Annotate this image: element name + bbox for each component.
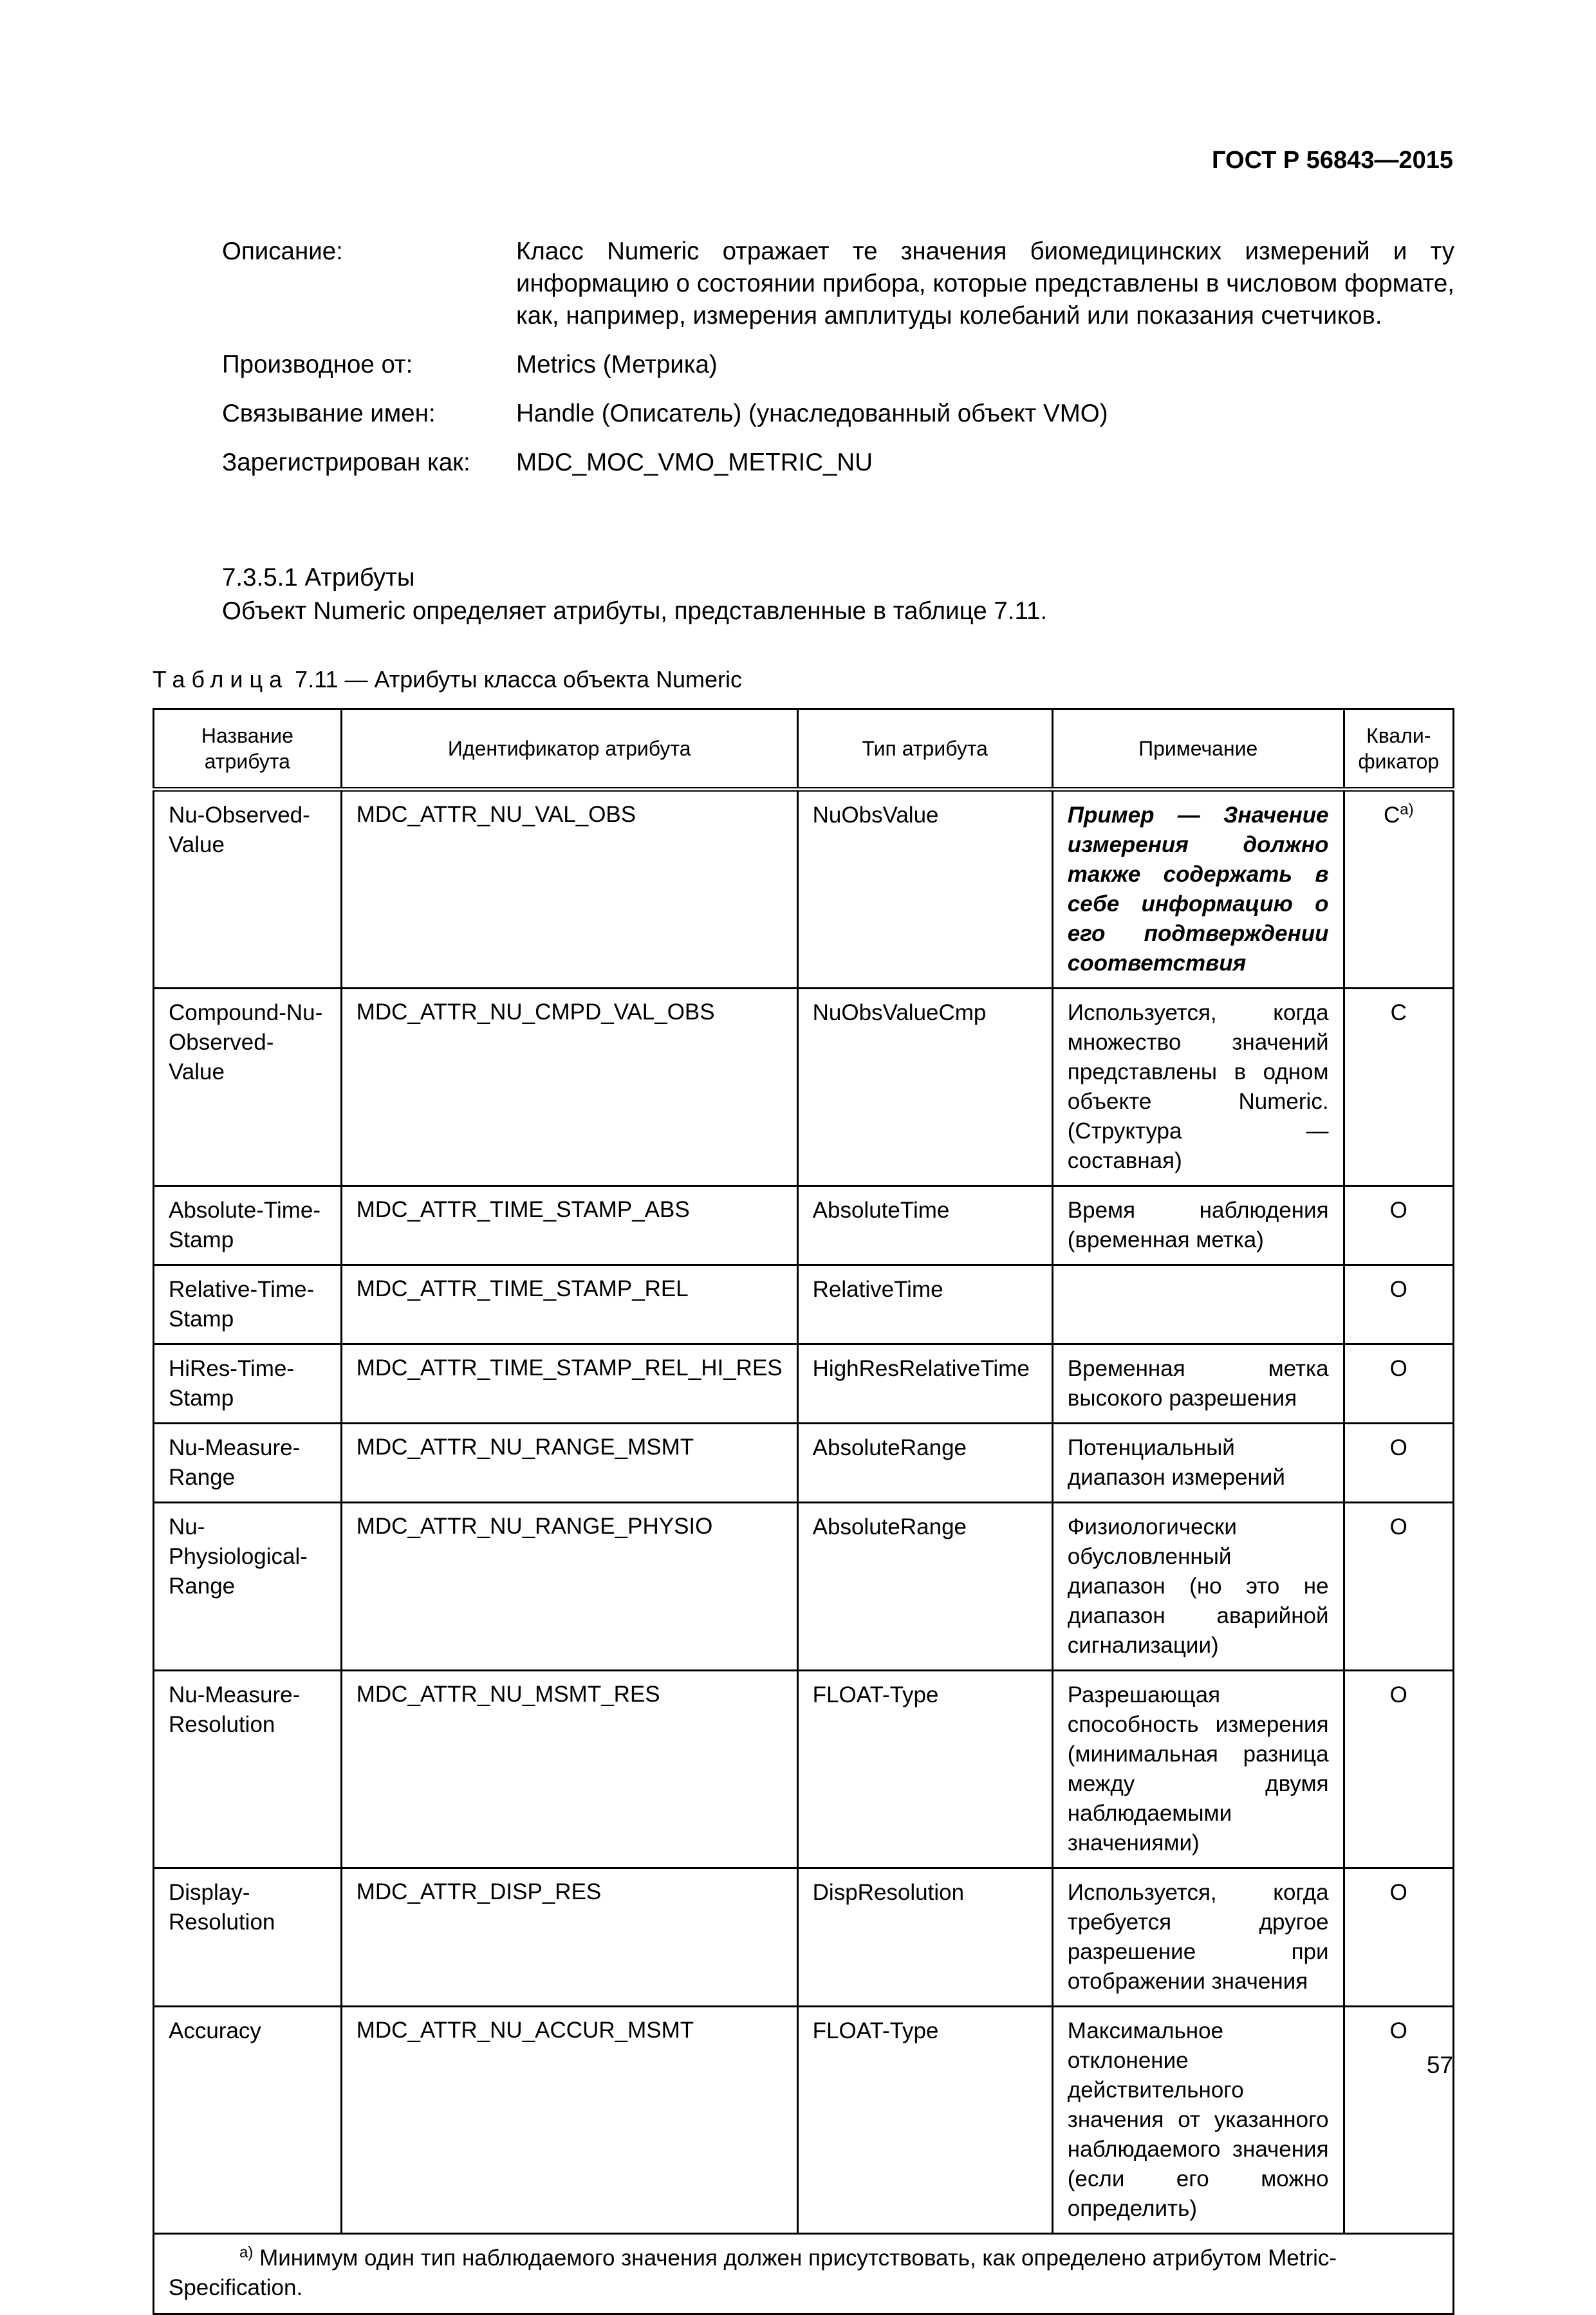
cell-name: Nu-Measure-Range [154,1424,342,1503]
cell-qualifier: C [1344,989,1453,1186]
meta-row-derived-from [222,349,1454,381]
table-row [154,1868,1454,2007]
header-qualifier: Квали-фикатор [1344,709,1453,790]
cell-id: MDC_ATTR_NU_MSMT_RES [341,1671,797,1868]
meta-value: Handle (Описатель) (унаследованный объект VMO) [516,400,1108,427]
section-text: Объект Numeric определяет атрибуты, представленные в таблице 7.11. [222,597,1048,625]
table-row [154,1503,1454,1671]
meta-row-description [222,236,1454,332]
meta-row-registered-as [222,447,1454,479]
cell-qualifier: O [1344,1671,1453,1868]
cell-note: Используется, когда требуется другое разрешение при отображении значения [1052,1868,1344,2007]
cell-id: MDC_ATTR_NU_VAL_OBS [341,790,797,989]
cell-note [1052,790,1344,989]
cell-name: Compound-Nu-Observed-Value [154,989,342,1186]
cell-id: MDC_ATTR_NU_CMPD_VAL_OBS [341,989,797,1186]
footnote-marker: a) [239,2244,254,2262]
meta-label: Зарегистрирован как: [222,449,470,476]
cell-type: AbsoluteRange [797,1503,1052,1671]
table-row [154,989,1454,1186]
cell-id: MDC_ATTR_NU_RANGE_MSMT [341,1424,797,1503]
cell-qualifier: O [1344,1186,1453,1265]
cell-type: FLOAT-Type [797,1671,1052,1868]
cell-name: Nu-Observed-Value [154,790,342,989]
cell-qualifier: O [1344,1424,1453,1503]
cell-type: HighResRelativeTime [797,1344,1052,1424]
cell-id: MDC_ATTR_TIME_STAMP_REL [341,1265,797,1344]
cell-note [1052,1265,1344,1344]
table-row [154,790,1454,989]
cell-type: RelativeTime [797,1265,1052,1344]
meta-value: MDC_MOC_VMO_METRIC_NU [516,449,873,476]
meta-label: Производное от: [222,351,413,378]
example-note: Пример — Значение измерения должно также содержать в себе информацию о его подтверждении соответствия [1067,803,1329,976]
header-attribute-name: Название атрибута [154,709,342,790]
footnote-text: Минимум один тип наблюдаемого значения должен присутствовать, как определено атрибутом Metric-Specification. [169,2245,1337,2300]
cell-name: Absolute-Time-Stamp [154,1186,342,1265]
cell-qualifier [1344,790,1453,989]
header-attribute-type: Тип атрибута [797,709,1052,790]
header-attribute-id: Идентификатор атрибута [341,709,797,790]
table-header-row [154,709,1454,790]
attributes-table [153,708,1454,2315]
table-row [154,1186,1454,1265]
cell-note: Время наблюдения (временная метка) [1052,1186,1344,1265]
section-heading: 7.3.5.1 Атрибуты [222,564,415,591]
cell-type: FLOAT-Type [797,2007,1052,2234]
cell-name: HiRes-Time-Stamp [154,1344,342,1424]
cell-type: AbsoluteRange [797,1424,1052,1503]
class-description-block [222,236,1454,496]
cell-type: DispResolution [797,1868,1052,2007]
meta-label: Связывание имен: [222,400,436,427]
footnote-marker: a) [1400,801,1414,819]
table-caption-text: 7.11 — Атрибуты класса объекта Numeric [288,666,743,693]
cell-type: NuObsValue [797,790,1052,989]
cell-qualifier: O [1344,1868,1453,2007]
cell-id: MDC_ATTR_TIME_STAMP_ABS [341,1186,797,1265]
cell-type: NuObsValueCmp [797,989,1052,1186]
meta-value: Класс Numeric отражает те значения биомедицинских измерений и ту информацию о состоянии прибора, которые представлены в числовом формате, как, например, измерения амплитуды колебаний или показания счетчиков. [516,237,1454,330]
table-row [154,1344,1454,1424]
document-code: ГОСТ Р 56843—2015 [1212,147,1453,174]
cell-note: Физиологически обусловленный диапазон (но это не диапазон аварийной сигнализации) [1052,1503,1344,1671]
table-footnote-row [154,2234,1454,2314]
page-number: 57 [1426,2052,1453,2078]
meta-label: Описание: [222,237,343,265]
cell-qualifier: O [1344,1344,1453,1424]
cell-note: Разрешающая способность измерения (минимальная разница между двумя наблюдаемыми значениями) [1052,1671,1344,1868]
cell-note: Временная метка высокого разрешения [1052,1344,1344,1424]
cell-name: Nu-Measure-Resolution [154,1671,342,1868]
table-caption [153,666,742,693]
cell-name: Display-Resolution [154,1868,342,2007]
cell-name: Accuracy [154,2007,342,2234]
cell-note: Используется, когда множество значений представлены в одном объекте Numeric. (Структура — составная) [1052,989,1344,1186]
table-row [154,1424,1454,1503]
cell-qualifier: O [1344,2007,1453,2234]
table-footnote [154,2234,1454,2314]
cell-name: Relative-Time-Stamp [154,1265,342,1344]
qualifier-value: C [1383,803,1400,828]
cell-id: MDC_ATTR_NU_ACCUR_MSMT [341,2007,797,2234]
table-row [154,1671,1454,1868]
cell-qualifier: O [1344,1503,1453,1671]
cell-id: MDC_ATTR_NU_RANGE_PHYSIO [341,1503,797,1671]
cell-id: MDC_ATTR_DISP_RES [341,1868,797,2007]
cell-name: Nu-Physiological-Range [154,1503,342,1671]
table-caption-prefix: Таблица [153,666,289,693]
table-row [154,1265,1454,1344]
meta-row-name-binding [222,398,1454,430]
section-attributes [222,561,1047,628]
cell-type: AbsoluteTime [797,1186,1052,1265]
cell-note: Максимальное отклонение действительного значения от указанного наблюдаемого значения (если его можно определить) [1052,2007,1344,2234]
cell-note: Потенциальный диапазон измерений [1052,1424,1344,1503]
table-row [154,2007,1454,2234]
cell-qualifier: O [1344,1265,1453,1344]
meta-value: Metrics (Метрика) [516,351,718,378]
cell-id: MDC_ATTR_TIME_STAMP_REL_HI_RES [341,1344,797,1424]
header-note: Примечание [1052,709,1344,790]
